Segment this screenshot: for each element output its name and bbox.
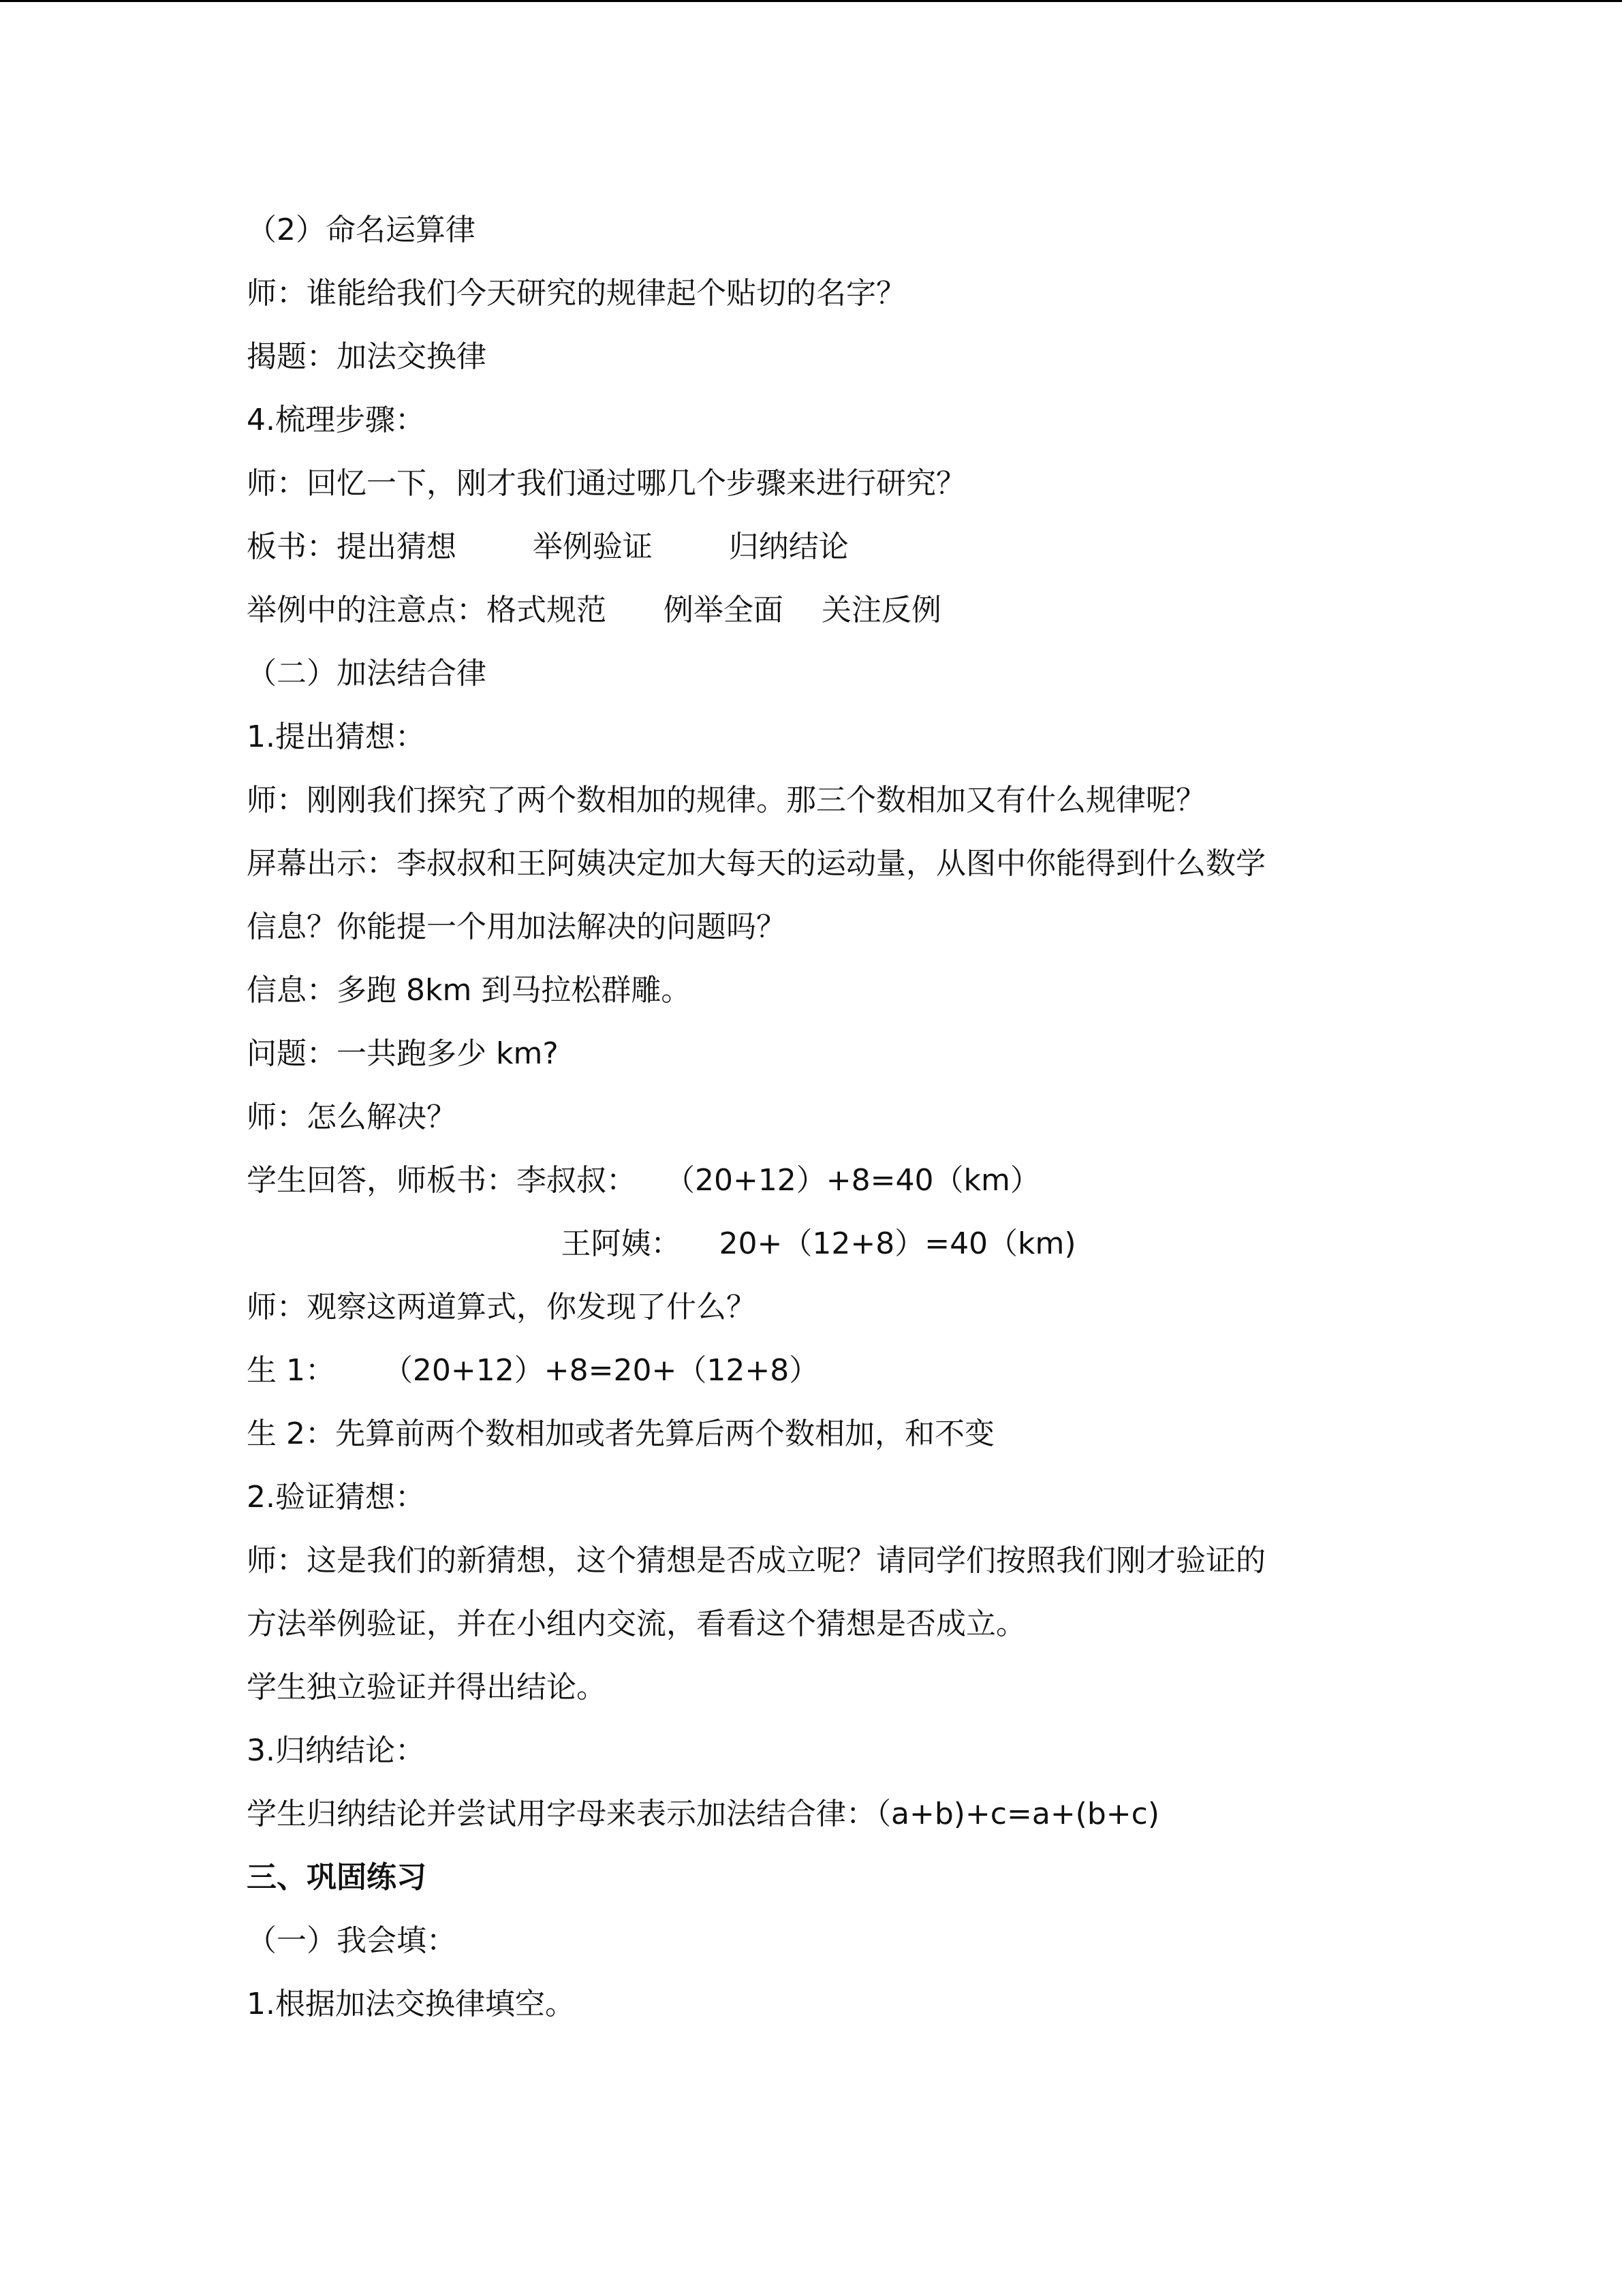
- example-notes: 举例中的注意点：格式规范 例举全面 关注反例: [247, 593, 941, 627]
- teacher-question-steps: 师：回忆一下，刚才我们通过哪几个步骤来进行研究？: [247, 466, 966, 501]
- student-answer-aunt-wang: 王阿姨： 20+（12+8）=40（km): [247, 1226, 1076, 1261]
- teacher-observe: 师：观察这两道算式，你发现了什么？: [247, 1290, 756, 1324]
- screen-prompt-line-2: 信息？你能提一个用加法解决的问题吗？: [247, 910, 786, 944]
- step-heading-conclude: 3.归纳结论：: [247, 1733, 425, 1768]
- teacher-verify-line-2: 方法举例验证，并在小组内交流，看看这个猜想是否成立。: [247, 1607, 1026, 1641]
- teacher-how-solve: 师：怎么解决？: [247, 1100, 456, 1134]
- exercise-1-prompt: 1.根据加法交换律填空。: [247, 1987, 575, 2021]
- subsection-heading-fill: （一）我会填：: [247, 1923, 456, 1958]
- step-heading-conjecture: 1.提出猜想：: [247, 719, 425, 754]
- teacher-question-name: 师：谁能给我们今天研究的规律起个贴切的名字？: [247, 276, 906, 311]
- topic-reveal: 揭题：加法交换律: [247, 339, 486, 374]
- section-heading-associative: （二）加法结合律: [247, 656, 486, 691]
- teacher-transition: 师：刚刚我们探究了两个数相加的规律。那三个数相加又有什么规律呢？: [247, 783, 1206, 818]
- subsection-heading-naming: （2）命名运算律: [247, 213, 475, 247]
- step-heading-review: 4.梳理步骤：: [247, 403, 425, 437]
- associative-law-formula: 学生归纳结论并尝试用字母来表示加法结合律：（a+b)+c=a+(b+c): [247, 1797, 1159, 1831]
- info-line: 信息：多跑 8km 到马拉松群雕。: [247, 973, 691, 1008]
- step-heading-verify: 2.验证猜想：: [247, 1480, 425, 1515]
- student-1-answer: 生 1： （20+12）+8=20+（12+8）: [247, 1353, 820, 1388]
- student-answer-uncle-li: 学生回答，师板书：李叔叔： （20+12）+8=40（km）: [247, 1163, 1040, 1198]
- teacher-verify-line-1: 师：这是我们的新猜想，这个猜想是否成立呢？请同学们按照我们刚才验证的: [247, 1543, 1266, 1578]
- screen-prompt-line-1: 屏幕出示：李叔叔和王阿姨决定加大每天的运动量，从图中你能得到什么数学: [247, 846, 1266, 881]
- student-verify: 学生独立验证并得出结论。: [247, 1670, 606, 1705]
- section-heading-practice: 三、巩固练习: [247, 1860, 426, 1895]
- blackboard-steps: 板书：提出猜想 举例验证 归纳结论: [247, 529, 849, 564]
- student-2-answer: 生 2：先算前两个数相加或者先算后两个数相加，和不变: [247, 1416, 995, 1451]
- question-line: 问题：一共跑多少 km?: [247, 1036, 559, 1071]
- document-page: [0, 2, 1622, 2296]
